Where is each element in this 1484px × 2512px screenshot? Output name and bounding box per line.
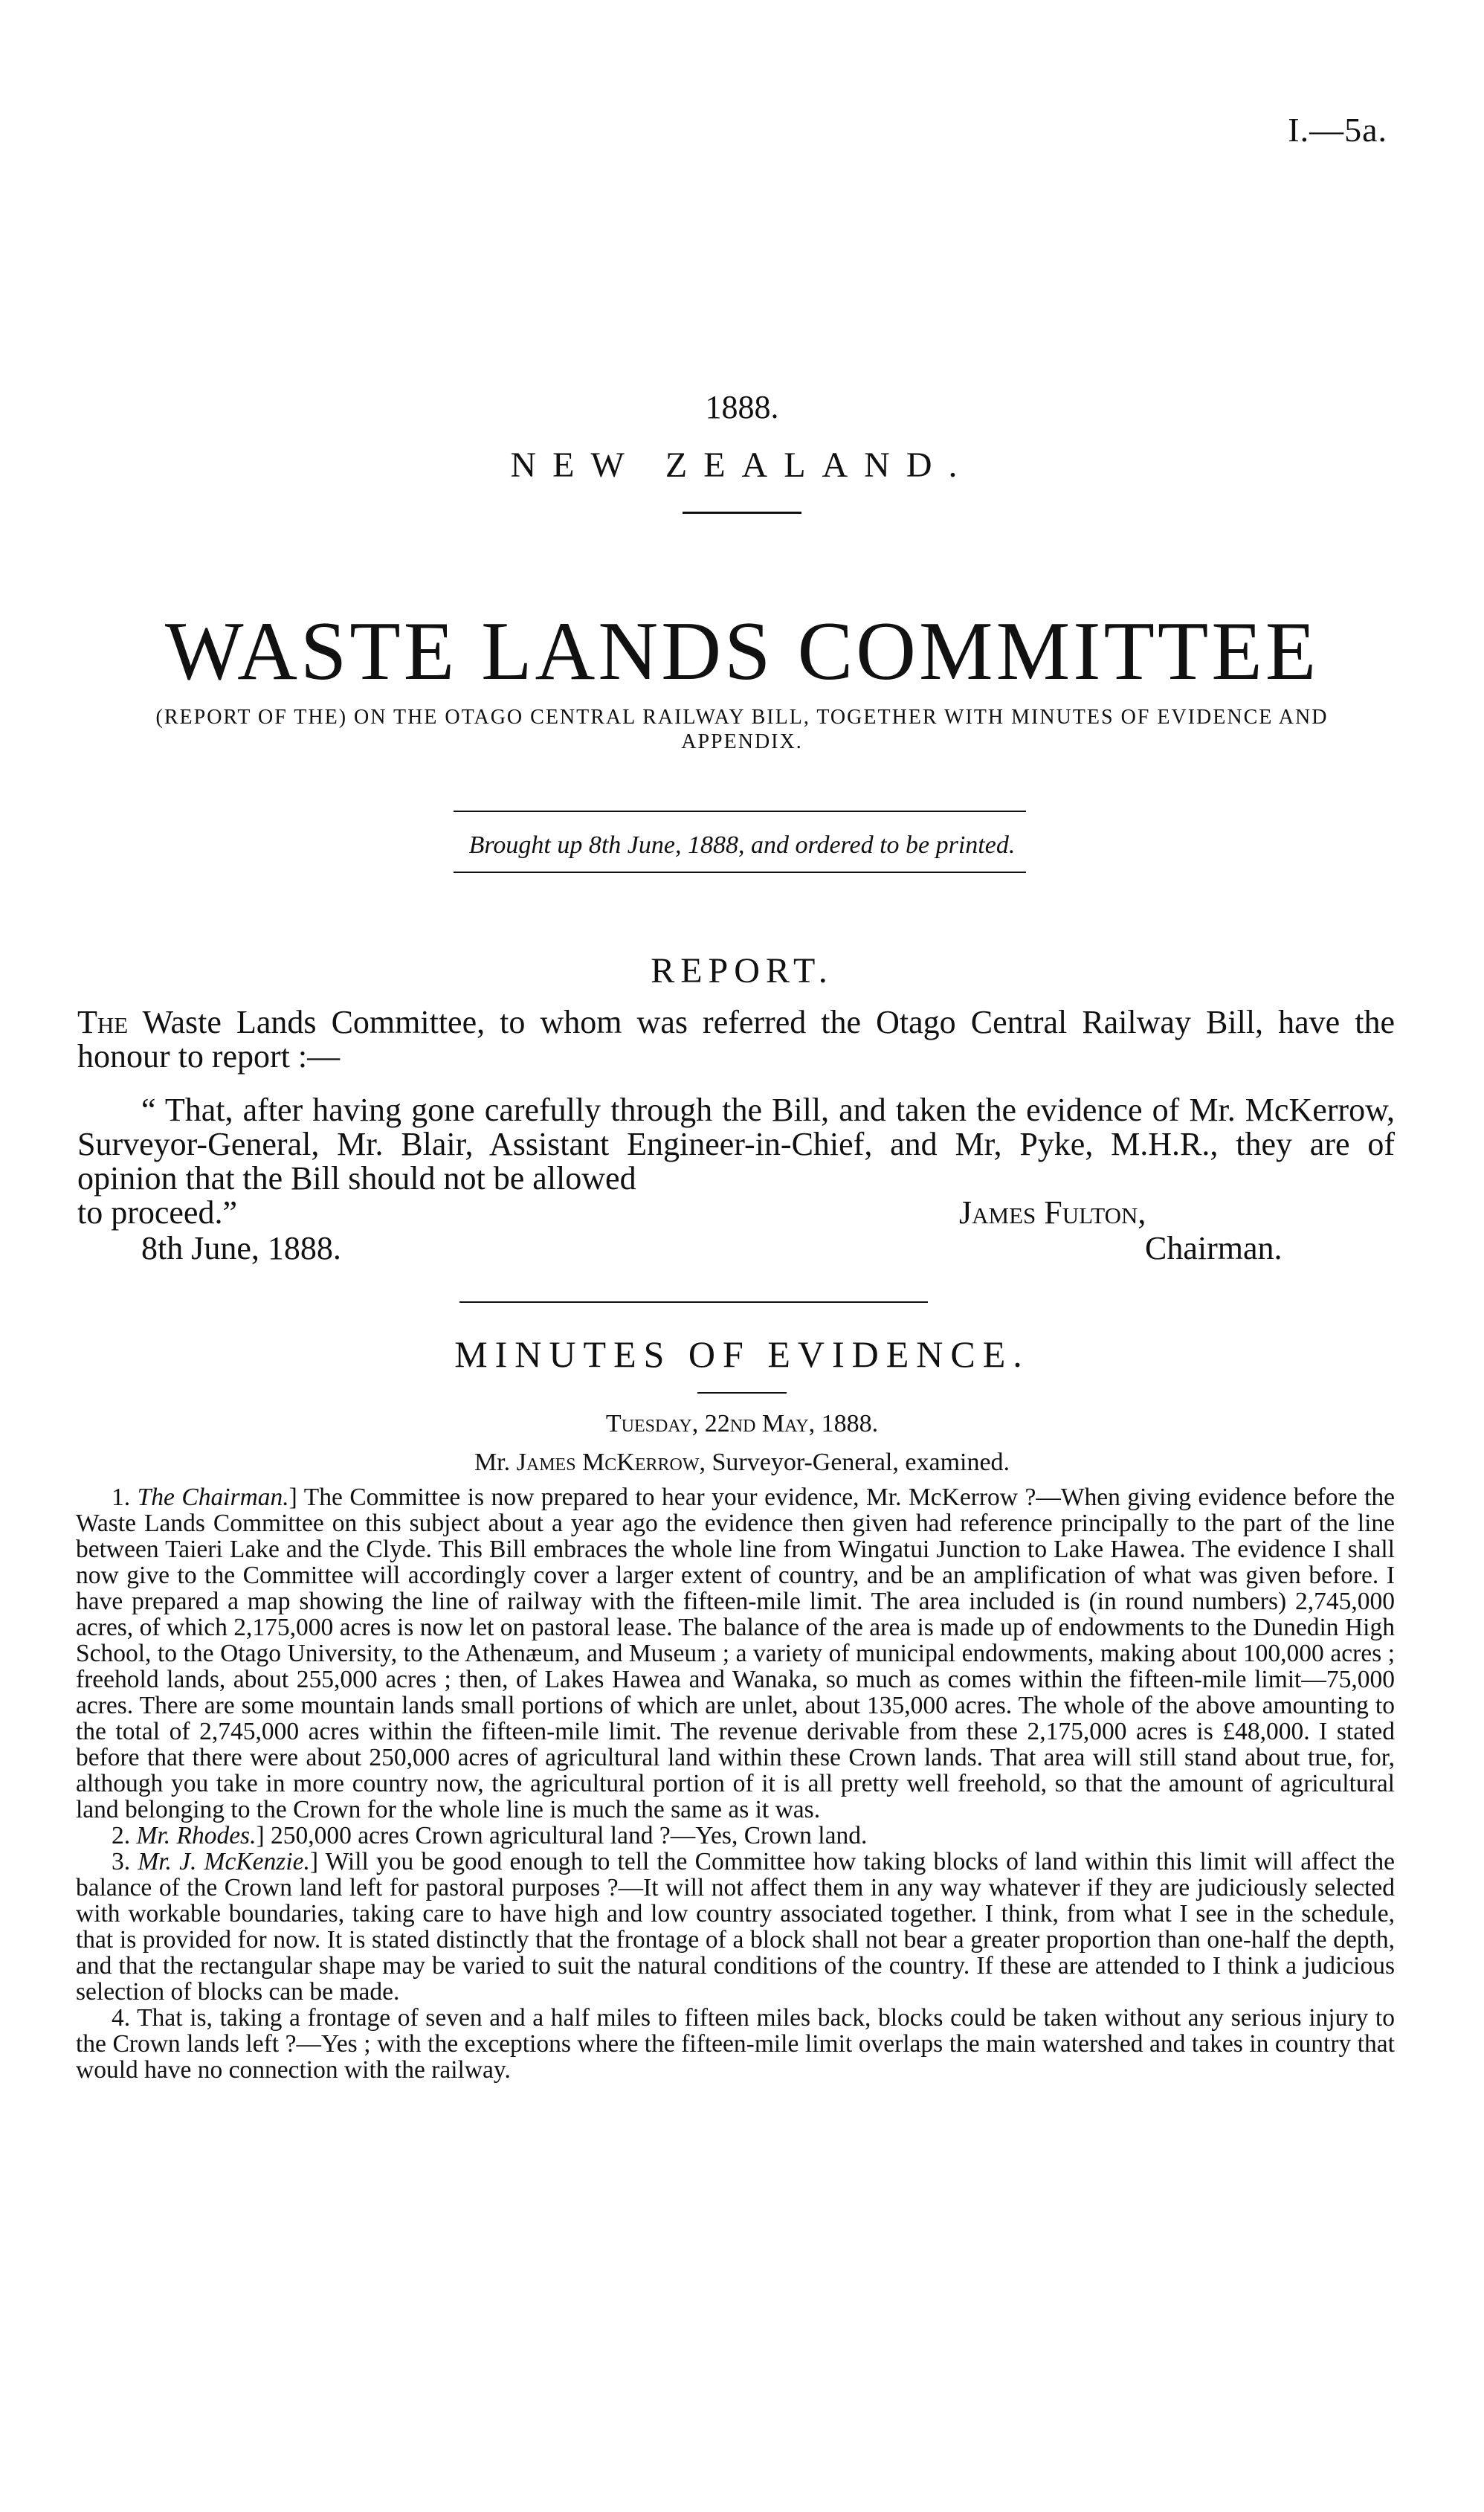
resolution-end: to proceed.” <box>77 1194 237 1231</box>
report-date: 8th June, 1888. <box>141 1230 341 1266</box>
divider <box>697 1392 787 1394</box>
question-text: That is, taking a frontage of seven and a half miles to fifteen miles back, blocks could be taken without any serious injury to the Crown lands left ?—Yes ; with the exceptions where the fifteen-mile limit overlaps the main watershed and takes in country that would have no connection with the railway. <box>76 2004 1395 2084</box>
witness-name: James McKerrow <box>516 1449 700 1476</box>
question-number: 4. <box>112 2004 131 2032</box>
question-number: 2. <box>112 1822 131 1849</box>
report-year: 1888. <box>705 389 779 425</box>
witness-role: , Surveyor-General, examined. <box>699 1449 1010 1476</box>
document-subtitle: (REPORT OF THE) ON THE OTAGO CENTRAL RAILWAY BILL, TOGETHER WITH MINUTES OF EVIDENCE AND APPENDIX. <box>155 706 1329 753</box>
witness-line <box>0 1449 1484 1477</box>
divider <box>459 1301 928 1303</box>
divider <box>454 872 1026 873</box>
intro-text: Waste Lands Committee, to whom was referred the Otago Central Railway Bill, have the honour to report :— <box>77 1004 1395 1075</box>
intro-first-word: The <box>77 1004 129 1040</box>
question-paragraph <box>76 1823 1395 1849</box>
report-intro <box>77 1005 1395 1074</box>
report-resolution <box>77 1093 1395 1196</box>
divider <box>454 811 1026 812</box>
divider <box>683 512 801 514</box>
chairman-title: Chairman. <box>1145 1230 1283 1266</box>
report-heading: REPORT. <box>651 951 833 991</box>
session-date: Tuesday, 22nd May, 1888. <box>605 1410 879 1437</box>
document-title: WASTE LANDS COMMITTEE <box>164 605 1320 698</box>
question-paragraph <box>76 1484 1395 1823</box>
question-text: ] The Committee is now prepared to hear your evidence, Mr. McKerrow ?—When giving evidence before the Waste Lands Committee on this subject about a year ago the evidence then given had reference principally to the part of the line between Taieri Lake and the Clyde. This Bill embraces the whole line from Wingatui Junction to Lake Hawea. The evidence I shall now give to the Committee will accordingly cover a larger extent of country, and be an amplification of what was given before. I have prepared a map showing the line of railway with the fifteen-mile limit. The area included is (in round numbers) 2,745,000 acres, of which 2,175,000 acres is now let on pastoral lease. The balance of the area is made up of endowments to the Dunedin High School, to the Otago University, to the Athenæum, and Museum ; a variety of municipal endowments, making about 100,000 acres ; freehold lands, about 255,000 acres ; then, of Lakes Hawea and Wanaka, so much as comes within the fifteen-mile limit—75,000 acres. There are some mountain lands small portions of which are unlet, about 135,000 acres. The whole of the above amounting to the total of 2,745,000 acres within the fifteen-mile limit. The revenue derivable from these 2,175,000 acres is £48,000. I stated before that there were about 250,000 acres of agricultural land within these Crown lands. That area will still stand about true, for, although you take in more country now, the agricultural portion of it is all pretty well freehold, so that the amount of agricultural land belonging to the Crown for the whole line is much the same as it was. <box>76 1484 1395 1823</box>
question-paragraph <box>76 1849 1395 2005</box>
resolution-text: “ That, after having gone carefully through the Bill, and taken the evidence of Mr. McKerrow, Surveyor-General, Mr. Blair, Assistant Engineer-in-Chief, and Mr, Pyke, M.H.R., they are of opinion that the Bill should not be allowed <box>77 1092 1395 1197</box>
question-text: ] 250,000 acres Crown agricultural land ?—Yes, Crown land. <box>256 1822 868 1849</box>
question-speaker: Mr. Rhodes. <box>136 1822 257 1849</box>
question-speaker: The Chairman. <box>137 1484 289 1511</box>
minutes-body <box>76 1484 1395 2083</box>
question-number: 1. <box>112 1484 131 1511</box>
minutes-heading: MINUTES OF EVIDENCE. <box>454 1333 1030 1375</box>
witness-prefix: Mr. <box>474 1449 517 1476</box>
country-heading: NEW ZEALAND. <box>510 445 974 485</box>
question-speaker: Mr. J. McKenzie. <box>138 1848 310 1875</box>
chairman-signature: James Fulton, <box>959 1194 1146 1231</box>
presentation-note: Brought up 8th June, 1888, and ordered to be printed. <box>468 831 1016 859</box>
question-text: ] Will you be good enough to tell the Committee how taking blocks of land within this limit will affect the balance of the Crown land left for pastoral purposes ?—It will not affect them in any way whatever if they are judiciously selected with workable boundaries, taking care to have high and low country associated together. I think, from what I see in the schedule, that is provided for now. It is stated distinctly that the frontage of a block shall not bear a greater proportion than one-half the depth, and that the rectangular shape may be varied to suit the natural conditions of the country. If these are attended to I think a judicious selection of blocks can be made. <box>76 1848 1395 2006</box>
question-number: 3. <box>112 1848 131 1875</box>
question-paragraph <box>76 2005 1395 2083</box>
page-identifier: I.—5a. <box>1288 111 1387 149</box>
